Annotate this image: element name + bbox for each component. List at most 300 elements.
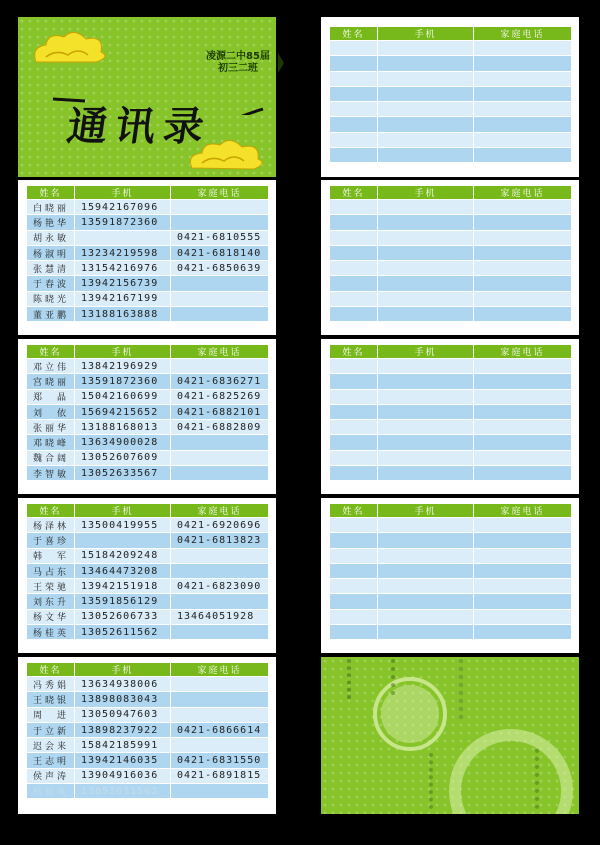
table-row (330, 466, 572, 481)
table-row (330, 102, 572, 117)
table-row (27, 579, 269, 594)
mobile-number: 15042160699 (75, 389, 171, 404)
mobile-number (378, 435, 474, 450)
mobile-number (378, 389, 474, 404)
contact-name: 刘东升 (27, 594, 75, 609)
table-row (330, 420, 572, 435)
contact-name: 杨泽林 (27, 518, 75, 533)
mobile-number (378, 307, 474, 322)
class-badge (206, 51, 270, 75)
table-row (27, 200, 269, 215)
home-phone-header: 家庭电话 (171, 504, 269, 518)
table-row (27, 707, 269, 722)
contact-name (330, 533, 378, 548)
mobile-number: 15842185991 (75, 738, 171, 753)
home-phone (171, 307, 269, 322)
home-phone (474, 563, 572, 578)
dash-column-2 (391, 659, 399, 695)
home-phone: 13464051928 (171, 609, 269, 624)
blank-table-2 (329, 185, 572, 322)
table-row (330, 594, 572, 609)
home-phone (474, 625, 572, 640)
home-phone (474, 71, 572, 86)
mobile-number: 13942167199 (75, 291, 171, 306)
contact-name: 胡永敏 (27, 230, 75, 245)
mobile-number: 13942156739 (75, 276, 171, 291)
mobile-number (378, 200, 474, 215)
table-row (330, 450, 572, 465)
blank-table-3 (329, 344, 572, 481)
mobile-number: 13052611562 (75, 625, 171, 640)
table-row (27, 625, 269, 640)
contact-table-1 (26, 185, 269, 322)
home-phone (171, 215, 269, 230)
table-row (330, 518, 572, 533)
table-row (330, 132, 572, 147)
table-row (330, 579, 572, 594)
table-row (330, 230, 572, 245)
home-phone (474, 56, 572, 71)
home-phone (474, 435, 572, 450)
mobile-header: 手机 (378, 345, 474, 359)
mobile-header: 手机 (75, 663, 171, 677)
name-header: 姓名 (27, 186, 75, 200)
home-phone (474, 102, 572, 117)
mobile-number: 13234219598 (75, 245, 171, 260)
table-row (27, 692, 269, 707)
home-phone (474, 148, 572, 163)
class-line: 初三二班 (218, 63, 258, 74)
table-row (27, 359, 269, 374)
mobile-number (378, 230, 474, 245)
home-phone-header: 家庭电话 (474, 345, 572, 359)
home-phone (474, 230, 572, 245)
contact-name: 于喜珍 (27, 533, 75, 548)
header-row (330, 186, 572, 200)
mobile-number: 13154216976 (75, 261, 171, 276)
home-phone (474, 609, 572, 624)
name-header: 姓名 (27, 663, 75, 677)
mobile-number (378, 450, 474, 465)
contact-name (330, 276, 378, 291)
contact-table-3 (26, 503, 269, 640)
mobile-header: 手机 (75, 186, 171, 200)
mobile-number: 13052633567 (75, 466, 171, 481)
name-header: 姓名 (330, 27, 378, 41)
home-phone (171, 466, 269, 481)
table-row (330, 148, 572, 163)
home-phone (171, 707, 269, 722)
contact-name: 魏合阔 (27, 450, 75, 465)
dash-column-4 (429, 753, 437, 809)
contact-name (330, 291, 378, 306)
home-phone (171, 625, 269, 640)
mobile-number (378, 374, 474, 389)
table-row (330, 533, 572, 548)
mobile-number: 15694215652 (75, 404, 171, 419)
home-phone (171, 450, 269, 465)
name-header: 姓名 (27, 345, 75, 359)
contact-name (330, 307, 378, 322)
header-row (27, 345, 269, 359)
home-phone (171, 359, 269, 374)
contact-name (330, 56, 378, 71)
table-row (27, 215, 269, 230)
contact-name: 杨艳华 (27, 215, 75, 230)
contact-name (330, 245, 378, 260)
home-phone (474, 374, 572, 389)
table-row (330, 609, 572, 624)
table-row (330, 117, 572, 132)
mobile-number (378, 102, 474, 117)
table-row (27, 389, 269, 404)
home-phone (171, 738, 269, 753)
table-row (330, 625, 572, 640)
table-row (27, 563, 269, 578)
name-header: 姓名 (330, 504, 378, 518)
contact-name (330, 579, 378, 594)
contact-name: 刘 依 (27, 404, 75, 419)
cover-title: 通讯录 (64, 103, 215, 150)
contact-name (330, 563, 378, 578)
contact-name: 白晓丽 (27, 200, 75, 215)
contact-name (330, 389, 378, 404)
contact-name (330, 261, 378, 276)
home-phone: 0421-6891815 (171, 768, 269, 783)
header-row (330, 504, 572, 518)
mobile-number (378, 261, 474, 276)
table-row (330, 276, 572, 291)
home-phone: 0421-6810555 (171, 230, 269, 245)
name-header: 姓名 (27, 504, 75, 518)
home-phone-header: 家庭电话 (474, 504, 572, 518)
contact-name (330, 117, 378, 132)
table-row (330, 245, 572, 260)
table-row (27, 230, 269, 245)
home-phone (474, 276, 572, 291)
home-phone: 0421-6823090 (171, 579, 269, 594)
home-phone: 0421-6825269 (171, 389, 269, 404)
table-row (27, 466, 269, 481)
mobile-number (75, 533, 171, 548)
mobile-number: 13500419955 (75, 518, 171, 533)
table-row (27, 609, 269, 624)
header-row (27, 186, 269, 200)
home-phone (171, 200, 269, 215)
mobile-header: 手机 (378, 27, 474, 41)
contact-name (330, 518, 378, 533)
table-row (27, 677, 269, 692)
table-row (27, 768, 269, 783)
home-phone (171, 563, 269, 578)
home-phone (474, 420, 572, 435)
cloud-ornament-bottom (184, 133, 274, 173)
contact-name (330, 450, 378, 465)
table-row (27, 245, 269, 260)
mobile-number (378, 404, 474, 419)
mobile-number: 13052606733 (75, 609, 171, 624)
mobile-number (378, 86, 474, 101)
contact-name (330, 435, 378, 450)
home-phone: 0421-6850639 (171, 261, 269, 276)
table-row (27, 738, 269, 753)
mobile-number: 13188168013 (75, 420, 171, 435)
home-phone (474, 261, 572, 276)
home-phone (171, 677, 269, 692)
name-header: 姓名 (330, 186, 378, 200)
table-row (330, 261, 572, 276)
mobile-number (378, 276, 474, 291)
mobile-number (378, 518, 474, 533)
table-row (330, 435, 572, 450)
contact-name: 王晓银 (27, 692, 75, 707)
home-phone (474, 548, 572, 563)
contact-name (330, 132, 378, 147)
home-phone (171, 594, 269, 609)
header-row (27, 663, 269, 677)
home-phone: 0421-6818140 (171, 245, 269, 260)
contact-name (330, 71, 378, 86)
table-row (27, 420, 269, 435)
contact-name (330, 466, 378, 481)
home-phone (171, 276, 269, 291)
home-phone (171, 692, 269, 707)
blank-table-4 (329, 503, 572, 640)
contact-name (330, 404, 378, 419)
home-phone: 0421-6882809 (171, 420, 269, 435)
mobile-number: 13464473208 (75, 563, 171, 578)
mobile-number (378, 609, 474, 624)
mobile-number (378, 594, 474, 609)
table-row (27, 548, 269, 563)
mobile-number (378, 563, 474, 578)
contact-name: 邓立伟 (27, 359, 75, 374)
contact-name: 迟会来 (27, 738, 75, 753)
dash-column-1 (347, 659, 355, 699)
table-row (330, 215, 572, 230)
contact-name: 冯秀娟 (27, 677, 75, 692)
home-phone (171, 291, 269, 306)
home-phone-header: 家庭电话 (474, 186, 572, 200)
mobile-number: 13634900028 (75, 435, 171, 450)
home-phone (474, 533, 572, 548)
table-row (27, 307, 269, 322)
table-row (330, 41, 572, 56)
table-row (27, 533, 269, 548)
contact-name: 韩 军 (27, 548, 75, 563)
mobile-number (378, 41, 474, 56)
small-ring-fill (381, 685, 439, 743)
home-phone (474, 245, 572, 260)
arrow-icon (278, 53, 284, 73)
mobile-number (378, 148, 474, 163)
home-phone (474, 404, 572, 419)
home-phone (474, 215, 572, 230)
mobile-number (378, 548, 474, 563)
mobile-number (378, 132, 474, 147)
mobile-number (378, 579, 474, 594)
header-row (27, 504, 269, 518)
table-row (330, 548, 572, 563)
mobile-number: 13591872360 (75, 374, 171, 389)
contact-name: 郑 晶 (27, 389, 75, 404)
mobile-number (378, 245, 474, 260)
mobile-number: 13898083043 (75, 692, 171, 707)
mobile-header: 手机 (75, 504, 171, 518)
contact-name: 王荣驰 (27, 579, 75, 594)
contact-name: 董亚鹏 (27, 307, 75, 322)
contact-name: 邓晓峰 (27, 435, 75, 450)
contact-name (330, 359, 378, 374)
header-row (330, 345, 572, 359)
mobile-number: 15184209248 (75, 548, 171, 563)
header-row (330, 27, 572, 41)
home-phone-header: 家庭电话 (171, 663, 269, 677)
dash-column-5 (535, 749, 543, 809)
contact-name (330, 609, 378, 624)
table-row (330, 404, 572, 419)
contact-name: 张慧清 (27, 261, 75, 276)
contact-name (330, 86, 378, 101)
mobile-header: 手机 (378, 186, 474, 200)
contact-name: 宫晓丽 (27, 374, 75, 389)
table-row (330, 389, 572, 404)
table-row (27, 722, 269, 737)
home-phone (474, 117, 572, 132)
contact-name: 杨桂英 (27, 625, 75, 640)
table-row (27, 518, 269, 533)
contact-table-2 (26, 344, 269, 481)
mobile-number (378, 420, 474, 435)
contact-name (330, 215, 378, 230)
home-phone (474, 579, 572, 594)
mobile-number: 13050947603 (75, 707, 171, 722)
mobile-number (378, 56, 474, 71)
home-phone (474, 359, 572, 374)
contact-name (330, 102, 378, 117)
table-row (330, 563, 572, 578)
home-phone (171, 784, 269, 799)
contact-name (330, 594, 378, 609)
home-phone: 0421-6836271 (171, 374, 269, 389)
contact-name (330, 420, 378, 435)
contact-name: 杨桂英 (27, 784, 75, 799)
home-phone (474, 594, 572, 609)
contact-name: 周 进 (27, 707, 75, 722)
mobile-number (378, 533, 474, 548)
contact-name: 于春波 (27, 276, 75, 291)
blank-table-1 (329, 26, 572, 163)
home-phone-header: 家庭电话 (171, 186, 269, 200)
home-phone: 0421-6831550 (171, 753, 269, 768)
mobile-number: 13591872360 (75, 215, 171, 230)
home-phone: 0421-6920696 (171, 518, 269, 533)
table-row (330, 291, 572, 306)
mobile-number (378, 117, 474, 132)
mobile-number (75, 230, 171, 245)
contact-name (330, 374, 378, 389)
table-row (27, 784, 269, 799)
mobile-number (378, 359, 474, 374)
contact-name (330, 230, 378, 245)
home-phone (474, 518, 572, 533)
home-phone (474, 307, 572, 322)
mobile-number: 15942167096 (75, 200, 171, 215)
contact-name: 马占东 (27, 563, 75, 578)
mobile-number (378, 291, 474, 306)
mobile-number: 13634938006 (75, 677, 171, 692)
table-row (330, 359, 572, 374)
contact-name (330, 200, 378, 215)
table-row (27, 450, 269, 465)
contact-name: 张丽华 (27, 420, 75, 435)
mobile-number: 13904916036 (75, 768, 171, 783)
mobile-number: 13842196929 (75, 359, 171, 374)
contact-name: 王志明 (27, 753, 75, 768)
home-phone (474, 389, 572, 404)
contact-name: 杨淑明 (27, 245, 75, 260)
mobile-number (378, 625, 474, 640)
contact-name: 陈晓光 (27, 291, 75, 306)
table-row (330, 86, 572, 101)
home-phone (474, 86, 572, 101)
home-phone: 0421-6882101 (171, 404, 269, 419)
table-row (27, 276, 269, 291)
table-row (330, 56, 572, 71)
table-row (27, 374, 269, 389)
mobile-number: 13942151918 (75, 579, 171, 594)
contact-name: 李智敏 (27, 466, 75, 481)
table-row (27, 291, 269, 306)
home-phone: 0421-6866614 (171, 722, 269, 737)
home-phone (474, 132, 572, 147)
contact-name (330, 41, 378, 56)
mobile-header: 手机 (75, 345, 171, 359)
mobile-number (378, 466, 474, 481)
home-phone: 0421-6813823 (171, 533, 269, 548)
cover-panel (18, 17, 276, 177)
name-header: 姓名 (330, 345, 378, 359)
home-phone (474, 41, 572, 56)
mobile-number (378, 71, 474, 86)
title-swoosh (23, 95, 273, 115)
mobile-number: 13188163888 (75, 307, 171, 322)
school-line: 凌源二中85届 (206, 51, 270, 62)
home-phone (474, 200, 572, 215)
table-row (27, 435, 269, 450)
home-phone (171, 435, 269, 450)
home-phone (171, 548, 269, 563)
mobile-header: 手机 (378, 504, 474, 518)
mobile-number (378, 215, 474, 230)
mobile-number: 13052611562 (75, 784, 171, 799)
home-phone-header: 家庭电话 (171, 345, 269, 359)
table-row (27, 261, 269, 276)
table-row (330, 71, 572, 86)
cloud-ornament-top (26, 27, 116, 72)
contact-name (330, 625, 378, 640)
contact-name (330, 548, 378, 563)
dash-column-3 (459, 659, 467, 719)
contact-name: 杨文华 (27, 609, 75, 624)
table-row (27, 594, 269, 609)
mobile-number: 13591856129 (75, 594, 171, 609)
mobile-number: 13898237922 (75, 722, 171, 737)
table-row (27, 753, 269, 768)
contact-name (330, 148, 378, 163)
mobile-number: 13052607609 (75, 450, 171, 465)
contact-table-4 (26, 662, 269, 799)
